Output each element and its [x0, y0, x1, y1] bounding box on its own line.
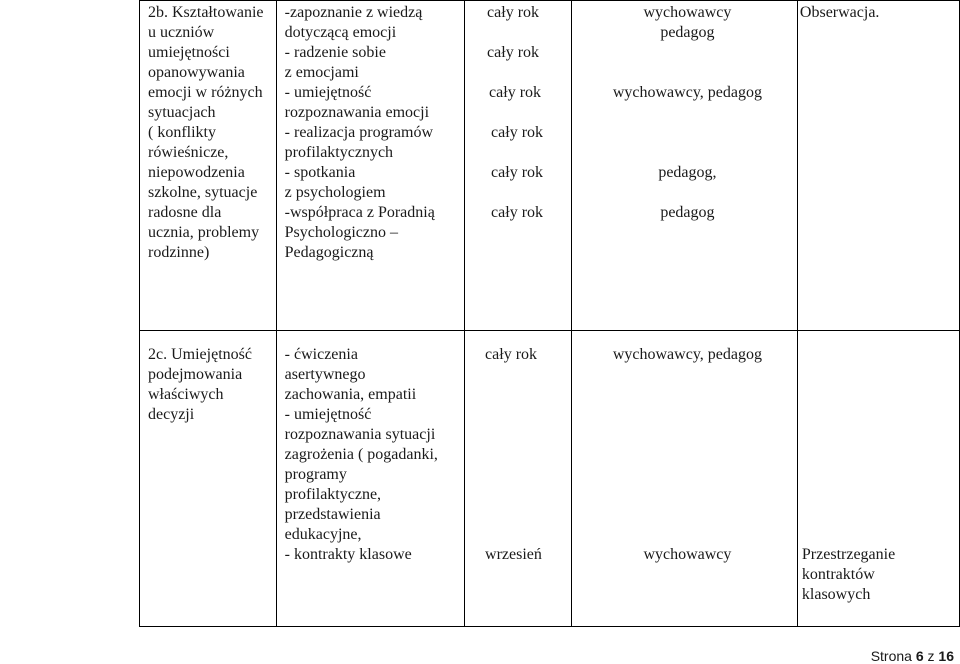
- evaluation-text: Przestrzeganie kontraktów klasowych: [801, 546, 896, 603]
- responsible-text: wychowawcy, pedagog: [612, 84, 762, 101]
- evaluation-cell: [797, 331, 959, 627]
- term-text: cały rok: [487, 44, 540, 61]
- responsible-text: pedagog: [660, 204, 715, 221]
- tasks-text: - ćwiczenia asertywnego zachowania, empatii - umiejętność rozpoznawania sytuacji zagrożenia ( pogadanki, programy profilaktyczne, przedstawienia edukacyjne, - kontrakty klasowe: [284, 346, 438, 563]
- plan-table: [139, 0, 960, 627]
- footer-separator: z: [927, 648, 935, 664]
- page-number-footer: [871, 648, 954, 664]
- evaluation-cell: [797, 1, 959, 331]
- evaluation-text: Obserwacja.: [799, 4, 880, 21]
- term-cell: [465, 331, 572, 627]
- term-text: cały rok: [491, 124, 544, 141]
- area-text: 2b. Kształtowanie u uczniów umiejętności opanowywania emocji w różnych sytuacjach ( konflikty rówieśnicze, niepowodzenia szkolne, sytuacje radosne dla ucznia, problemy rodzinne): [148, 4, 264, 261]
- area-text: 2c. Umiejętność podejmowania właściwych decyzji: [148, 346, 252, 423]
- area-cell: [140, 331, 277, 627]
- responsible-cell: [572, 331, 797, 627]
- term-text: cały rok: [485, 346, 538, 363]
- tasks-text: -zapoznanie z wiedzą dotyczącą emocji - radzenie sobie z emocjami - umiejętność rozpoznawania emocji - realizacja programów profilaktycznych - spotkania z psychologiem -współpraca z Poradnią Psychologiczno – Pedagogiczną: [284, 4, 435, 261]
- term-cell: [465, 1, 572, 331]
- tasks-cell: [276, 1, 464, 331]
- term-text: cały rok: [491, 204, 544, 221]
- tasks-cell: [276, 331, 464, 627]
- responsible-text: pedagog,: [658, 164, 717, 181]
- term-text: wrzesień: [485, 546, 542, 563]
- area-cell: [140, 1, 277, 331]
- term-text: cały rok: [489, 84, 542, 101]
- responsible-cell: [572, 1, 797, 331]
- table-row: [140, 1, 960, 331]
- responsible-text: wychowawcy: [643, 4, 732, 21]
- footer-total-pages: 16: [938, 648, 954, 664]
- table-row: [140, 331, 960, 627]
- term-text: cały rok: [487, 4, 540, 21]
- footer-prefix: Strona: [870, 648, 912, 664]
- responsible-text: wychowawcy, pedagog: [612, 346, 762, 363]
- term-text: cały rok: [491, 164, 544, 181]
- responsible-text: pedagog: [660, 24, 715, 41]
- responsible-text: wychowawcy: [643, 546, 732, 563]
- footer-page-number: 6: [915, 648, 924, 664]
